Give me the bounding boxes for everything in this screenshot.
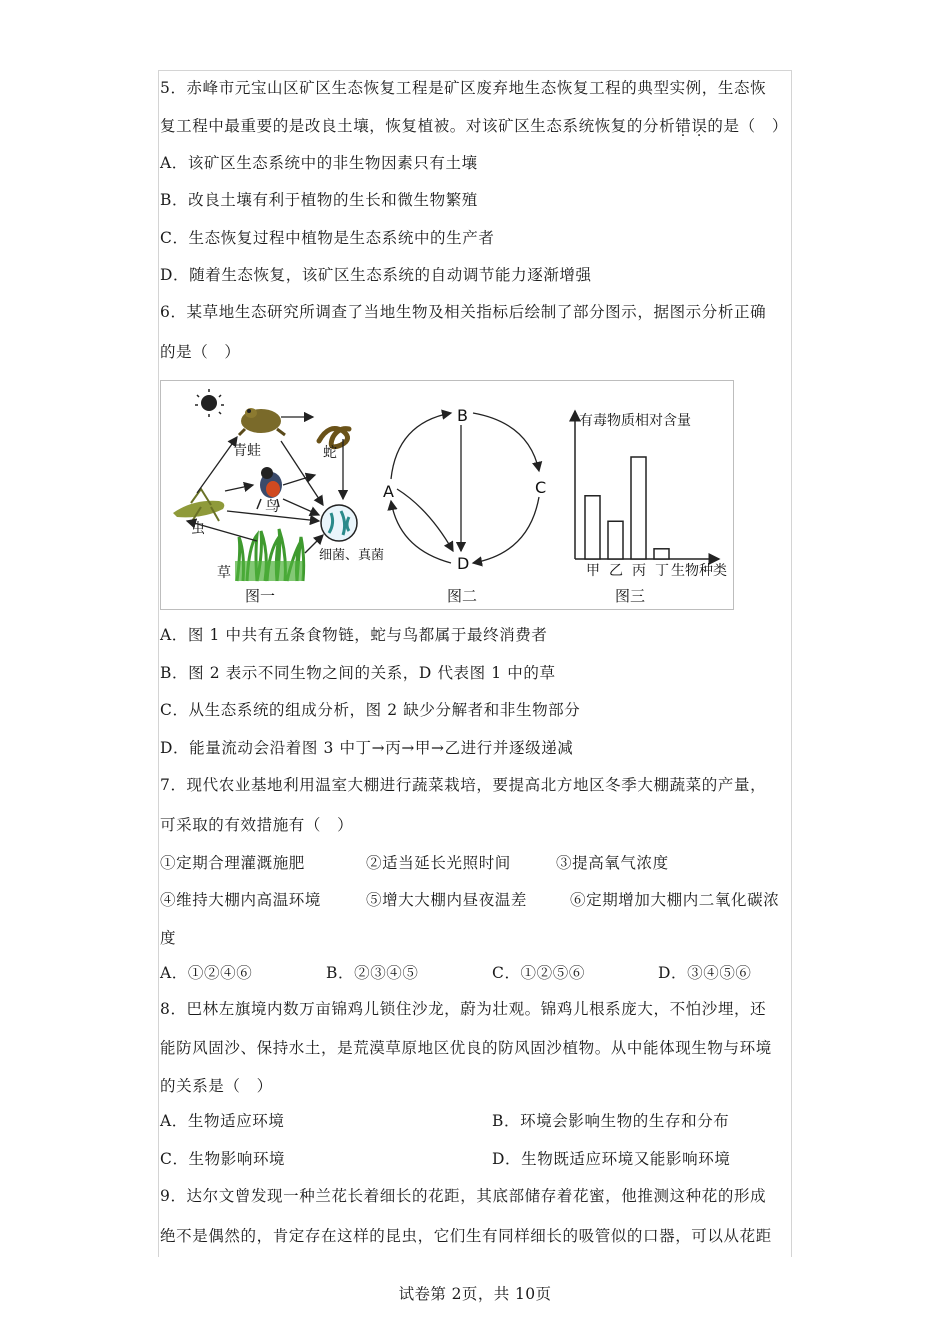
q7-item-4: ④维持大棚内高温环境 [160, 891, 322, 909]
bar-label-2: 丙 [632, 563, 646, 579]
q7-item-5: ⑤增大大棚内昼夜温差 [366, 891, 528, 909]
q9-stem-line2: 绝不是偶然的，肯定存在这样的昆虫，它们生有同样细长的吸管似的口器，可以从花距 [160, 1227, 772, 1245]
insect-icon [173, 489, 224, 523]
q5-stem-line2-a: 复工程中最重要的是改良土壤，恢复植被。对该矿区生态系统恢复的分析 [160, 117, 676, 135]
fig3-xlabel: 生物种类 [671, 563, 727, 579]
q7-stem-line2: 可采取的有效措施有（ ） [160, 816, 354, 834]
bar-label-1: 乙 [609, 563, 623, 579]
label-bird: 鸟 [265, 499, 279, 515]
label-grass: 草 [217, 565, 231, 581]
bar-2 [631, 457, 646, 559]
q8-stem-line3: 的关系是（ ） [160, 1077, 273, 1095]
microbe-icon [321, 505, 357, 541]
q8-option-c: C．生物影响环境 [160, 1150, 286, 1168]
fig3-ylabel: 有毒物质相对含量 [579, 413, 691, 429]
q6-figure [160, 380, 734, 610]
frog-icon [239, 408, 285, 435]
q5-option-b: B．改良土壤有利于植物的生长和微生物繁殖 [160, 191, 478, 209]
q6-stem-line2: 的是（ ） [160, 343, 241, 361]
q8-stem-line2: 能防风固沙、保持水土，是荒漠草原地区优良的防风固沙植物。从中能体现生物与环境 [160, 1039, 772, 1057]
label-snake: 蛇 [323, 445, 337, 461]
bar-1 [608, 521, 623, 559]
q6-figure-svg [161, 381, 733, 609]
q8-option-b: B．环境会影响生物的生存和分布 [492, 1112, 730, 1130]
sun-icon [195, 389, 224, 417]
bar-3 [654, 549, 669, 559]
fig2-node-b: B [457, 406, 468, 425]
q9-stem-line1: 9．达尔文曾发现一种兰花长着细长的花距，其底部储存着花蜜，他推测这种花的形成 [160, 1187, 767, 1205]
q8-option-d: D．生物既适应环境又能影响环境 [492, 1150, 731, 1168]
q5-option-d: D．随着生态恢复，该矿区生态系统的自动调节能力逐渐增强 [160, 266, 592, 284]
q6-option-c: C．从生态系统的组成分析，图 2 缺少分解者和非生物部分 [160, 701, 581, 719]
q5-stem-line2 [160, 115, 790, 137]
bar-label-3: 丁 [655, 563, 669, 579]
fig2-node-c: C [535, 478, 547, 497]
q5-emphasis-char-2: 误 [691, 117, 708, 135]
q7-item-3: ③提高氧气浓度 [556, 854, 669, 872]
q5-option-c: C．生态恢复过程中植物是生态系统中的生产者 [160, 229, 495, 247]
q8-stem-line1: 8．巴林左旗境内数万亩锦鸡儿锁住沙龙，蔚为壮观。锦鸡儿根系庞大，不怕沙埋，还 [160, 1000, 767, 1018]
q6-option-d: D．能量流动会沿着图 3 中丁→丙→甲→乙进行并逐级递减 [160, 739, 574, 757]
q7-item-1: ①定期合理灌溉施肥 [160, 854, 305, 872]
fig2-caption: 图二 [447, 587, 478, 605]
fig3-caption: 图三 [615, 587, 646, 605]
fig3-chart [575, 411, 727, 605]
q7-item-6-cont: 度 [160, 929, 177, 947]
fig2-cycle [383, 406, 546, 605]
q7-item-2: ②适当延长光照时间 [366, 854, 511, 872]
q6-stem-line1: 6．某草地生态研究所调查了当地生物及相关指标后绘制了部分图示，据图示分析正确 [160, 303, 767, 321]
bar-label-0: 甲 [586, 563, 600, 579]
bar-0 [585, 496, 600, 559]
fig1-food-web [173, 389, 384, 605]
q7-option-c: C．①②⑤⑥ [492, 964, 585, 982]
label-decomposer: 细菌、真菌 [319, 548, 385, 563]
q7-option-b: B．②③④⑤ [326, 964, 419, 982]
label-insect: 虫 [191, 521, 205, 537]
q5-option-a: A．该矿区生态系统中的非生物因素只有土壤 [160, 154, 478, 172]
fig2-node-a: A [383, 482, 394, 501]
fig1-caption: 图一 [245, 587, 276, 605]
q5-stem-line2-b: 的是（ ） [707, 117, 788, 135]
grass-icon [235, 529, 304, 581]
fig2-node-d: D [457, 554, 470, 573]
q5-emphasis-char-1: 错 [675, 117, 692, 135]
q7-stem-line1: 7．现代农业基地利用温室大棚进行蔬菜栽培，要提高北方地区冬季大棚蔬菜的产量， [160, 776, 767, 794]
page-footer: 试卷第 2页，共 10页 [398, 1285, 552, 1303]
q6-option-b: B．图 2 表示不同生物之间的关系，D 代表图 1 中的草 [160, 664, 556, 682]
q5-stem-line1: 5．赤峰市元宝山区矿区生态恢复工程是矿区废弃地生态恢复工程的典型实例，生态恢 [160, 79, 767, 97]
q7-option-d: D．③④⑤⑥ [658, 964, 752, 982]
q6-option-a: A．图 1 中共有五条食物链，蛇与鸟都属于最终消费者 [160, 626, 548, 644]
q8-option-a: A．生物适应环境 [160, 1112, 285, 1130]
label-frog: 青蛙 [233, 443, 261, 459]
q7-option-a: A．①②④⑥ [160, 964, 253, 982]
q7-item-6: ⑥定期增加大棚内二氧化碳浓 [570, 891, 780, 909]
